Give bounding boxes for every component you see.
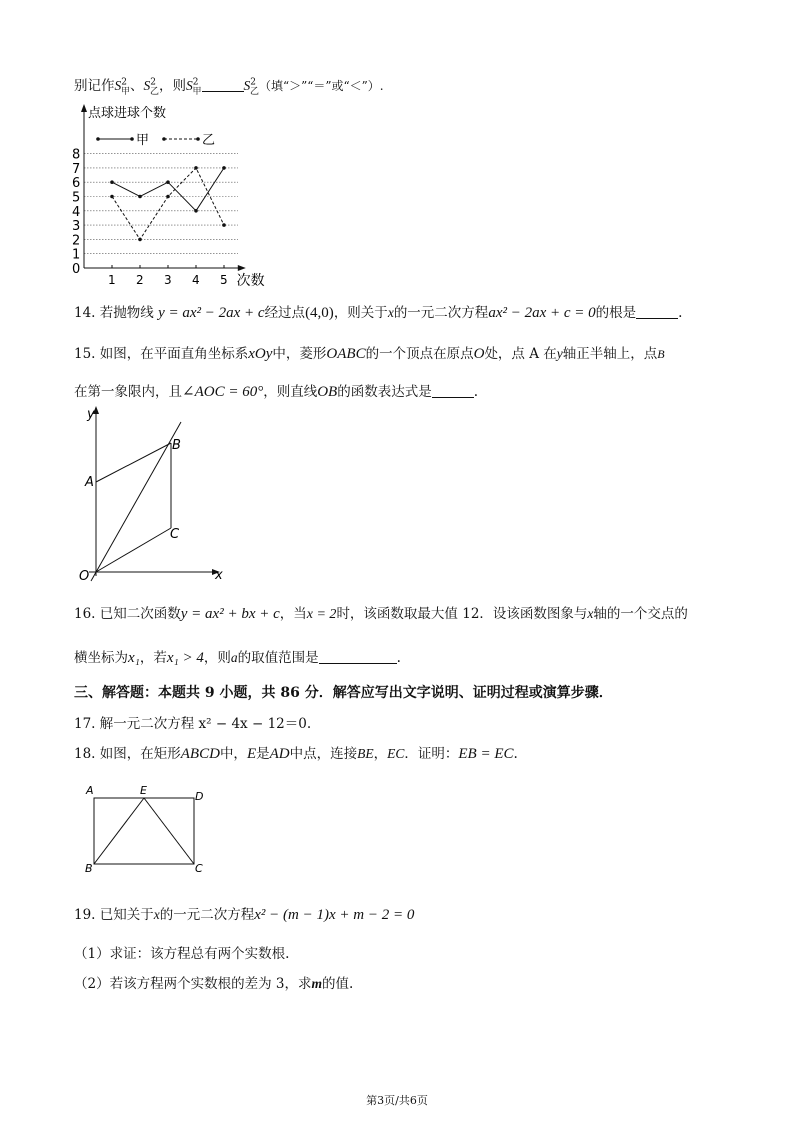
question-15-line1 <box>74 342 665 363</box>
sup: 2 <box>192 77 199 88</box>
series-line-甲 <box>112 168 224 211</box>
math: O <box>473 346 485 362</box>
answer-blank[interactable] <box>636 304 678 319</box>
math-s: S <box>143 78 151 93</box>
text: 轴的一个交点的 <box>593 606 688 622</box>
math: BE <box>357 746 374 761</box>
math: x₁ <box>128 650 140 666</box>
text: 19. 已知关于 <box>74 907 154 923</box>
equation: ax² − 2ax + c = 0 <box>488 305 596 321</box>
sub: 甲 <box>120 86 130 97</box>
figure-18 <box>82 782 212 878</box>
text: 18. 如图，在矩形 <box>74 746 181 762</box>
y-tick-label: 0 <box>72 262 81 277</box>
math: a <box>230 650 238 665</box>
sub: 甲 <box>192 86 202 97</box>
text: ，则直线 <box>263 384 318 400</box>
label-x: x <box>215 568 223 583</box>
math: y <box>556 346 563 361</box>
text: ．证明： <box>404 746 459 762</box>
label-d: D <box>195 790 204 803</box>
text: 轴正半轴上，点 <box>562 346 658 362</box>
text: ，则 <box>159 78 186 94</box>
text: 的一元二次方程 <box>159 907 255 923</box>
legend-marker <box>162 137 166 141</box>
y-tick-label: 1 <box>72 247 81 263</box>
text: （2）若该方程两个实数根的差为 3，求 <box>74 976 312 992</box>
question-16-line1 <box>74 602 688 623</box>
text: . <box>678 305 683 321</box>
data-point <box>166 195 170 199</box>
text: ，若 <box>139 650 167 666</box>
question-17: 17. 解一元二次方程 x² − 4x − 12＝0. <box>74 716 312 732</box>
math: EB = EC <box>458 746 514 762</box>
line-top <box>74 74 384 97</box>
data-point <box>138 238 142 242</box>
equation: y = ax² − 2ax + c <box>158 305 265 321</box>
rectangle-abcd <box>94 798 194 864</box>
segment-oc <box>96 528 171 572</box>
text: 的一个顶点在原点 <box>365 346 474 362</box>
label-b: B <box>172 438 181 453</box>
text: . <box>513 746 518 762</box>
x-tick-label: 1 <box>108 273 116 287</box>
text: 时，该函数取最大值 12．设该函数图象与 <box>336 606 588 622</box>
line-chart <box>60 102 300 287</box>
math: ∠AOC = 60° <box>182 384 264 400</box>
y-tick-label: 8 <box>72 147 81 163</box>
label-y: y <box>87 407 95 422</box>
sub: 乙 <box>149 86 159 97</box>
label-a: A <box>86 784 94 797</box>
data-point <box>110 180 114 184</box>
equation: y = ax² + bx + c <box>180 606 280 622</box>
equation: x² − (m − 1)x + m − 2 = 0 <box>254 907 415 923</box>
text: ，则关于 <box>333 305 388 321</box>
math-s: S <box>186 78 193 93</box>
math: EC <box>387 746 405 761</box>
y-axis-label: 点球进球个数 <box>88 106 167 121</box>
y-axis-arrow-icon <box>81 104 87 112</box>
sup: 2 <box>121 77 127 88</box>
question-19-part1: （1）求证：该方程总有两个实数根. <box>74 946 290 962</box>
question-19-part2 <box>74 972 353 992</box>
x-tick-label: 4 <box>192 273 200 287</box>
x-tick-label: 5 <box>220 273 228 287</box>
text: 处，点 A 在 <box>484 346 557 362</box>
math: x = 2 <box>306 607 337 622</box>
text: ，当 <box>279 606 307 622</box>
text: 的函数表达式是 <box>337 384 432 400</box>
label-c: C <box>170 527 180 542</box>
text: . <box>396 650 401 666</box>
legend-marker <box>196 137 200 141</box>
x-axis-label: 次数 <box>236 273 265 287</box>
math: x <box>587 606 594 621</box>
text: 横坐标为 <box>74 650 128 666</box>
text: 的根是 <box>595 305 637 321</box>
math-s: S <box>243 78 251 93</box>
data-point <box>222 223 226 227</box>
math: AD <box>269 746 290 762</box>
y-tick-label: 7 <box>72 161 81 177</box>
math: x₁ > 4 <box>166 650 204 666</box>
legend-marker <box>130 137 134 141</box>
sup: 2 <box>150 77 156 88</box>
label-o: O <box>79 569 90 584</box>
data-point <box>110 195 114 199</box>
legend-label: 乙 <box>202 133 216 148</box>
question-18 <box>74 742 518 763</box>
data-point <box>222 166 226 170</box>
label-e: E <box>140 784 147 797</box>
math: E <box>246 746 257 762</box>
segment-ab <box>96 443 171 482</box>
y-tick-label: 2 <box>72 233 81 249</box>
math: xOy <box>248 346 273 362</box>
text: 中点，连接 <box>289 746 358 762</box>
text: 15. 如图，在平面直角坐标系 <box>74 346 249 362</box>
math: B <box>657 347 665 361</box>
label-b: B <box>85 862 93 875</box>
math: ABCD <box>180 746 220 762</box>
point: (4,0) <box>305 305 334 321</box>
text: 中， <box>219 746 247 762</box>
text: 的一元二次方程 <box>393 305 489 321</box>
answer-blank[interactable] <box>432 383 474 398</box>
math: m <box>311 976 322 991</box>
y-tick-label: 4 <box>72 204 81 220</box>
segment-be <box>94 798 144 864</box>
question-14 <box>74 301 682 322</box>
text: . <box>473 384 478 400</box>
data-point <box>194 209 198 213</box>
sub: 乙 <box>249 86 259 97</box>
text: 别记作 <box>74 78 115 94</box>
legend-marker <box>96 137 100 141</box>
question-19 <box>74 903 414 924</box>
sup: 2 <box>250 77 256 88</box>
text: 的取值范围是 <box>237 650 319 666</box>
label-a: A <box>85 475 94 490</box>
text: 14. 若抛物线 <box>74 305 154 321</box>
y-tick-label: 3 <box>72 219 81 235</box>
text: （填“＞”“＝”或“＜”）. <box>259 79 384 93</box>
var-x: x <box>387 305 394 320</box>
math: OB <box>317 384 338 400</box>
text: 中，菱形 <box>272 346 327 362</box>
answer-blank[interactable] <box>202 77 244 92</box>
math-s: S <box>114 78 122 93</box>
text: 在第一象限内，且 <box>74 384 182 400</box>
text: 、 <box>130 78 144 94</box>
text: 16. 已知二次函数 <box>74 606 181 622</box>
label-c: C <box>195 862 203 875</box>
x-axis-arrow-icon <box>238 265 246 271</box>
question-15-line2 <box>74 380 478 401</box>
data-point <box>138 195 142 199</box>
data-point <box>166 180 170 184</box>
section-3-heading: 三、解答题：本题共 9 小题，共 86 分．解答应写出文字说明、证明过程或演算步骤． <box>74 685 613 701</box>
x-tick-label: 2 <box>136 273 144 287</box>
data-point <box>194 166 198 170</box>
series-line-乙 <box>112 168 224 240</box>
text: ，则 <box>203 650 231 666</box>
math: x <box>153 907 160 922</box>
text: 经过点 <box>264 305 306 321</box>
y-tick-label: 6 <box>72 176 81 192</box>
page-footer: 第3页/共6页 <box>366 1094 428 1107</box>
text: 的值. <box>322 976 354 992</box>
y-tick-label: 5 <box>72 190 81 206</box>
segment-ec <box>144 798 194 864</box>
text: ， <box>373 746 388 762</box>
answer-blank[interactable] <box>319 649 397 664</box>
figure-15 <box>75 404 235 586</box>
math: OABC <box>326 346 366 362</box>
question-16-line2 <box>74 646 401 667</box>
legend-label: 甲 <box>136 133 150 148</box>
text: 是 <box>256 746 270 762</box>
x-tick-label: 3 <box>164 273 172 287</box>
line-ob <box>91 422 181 581</box>
